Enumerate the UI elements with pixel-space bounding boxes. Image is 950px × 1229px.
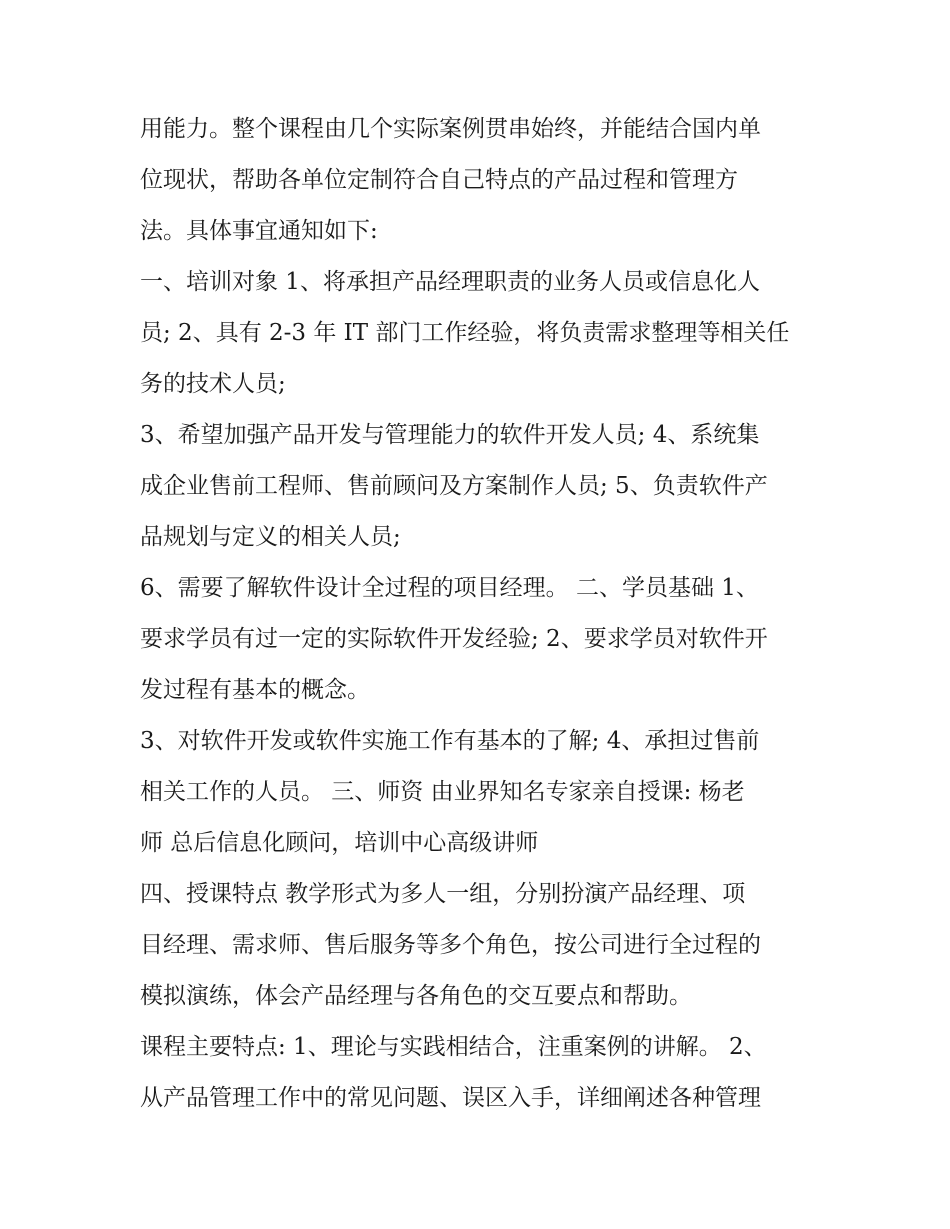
text-line-7: 3、希望加强产品开发与管理能力的软件开发人员; 4、系统集	[140, 422, 760, 448]
text-line-10: 6、需要了解软件设计全过程的项目经理。 二、学员基础 1、	[140, 575, 759, 601]
text-line-19: 课程主要特点: 1、理论与实践相结合，注重案例的讲解。 2、	[140, 1034, 767, 1060]
text-line-20: 从产品管理工作中的常见问题、误区入手，详细阐述各种管理	[140, 1085, 761, 1111]
text-line-13: 3、对软件开发或软件实施工作有基本的了解; 4、承担过售前	[140, 728, 760, 754]
text-line-5: 员; 2、具有 2-3 年 IT 部门工作经验，将负责需求整理等相关任	[140, 320, 790, 346]
text-line-8: 成企业售前工程师、售前顾问及方案制作人员; 5、负责软件产	[140, 473, 768, 499]
text-line-1: 用能力。整个课程由几个实际案例贯串始终，并能结合国内单	[140, 116, 761, 142]
text-line-12: 发过程有基本的概念。	[140, 677, 370, 703]
text-line-6: 务的技术人员;	[140, 371, 286, 397]
text-line-9: 品规划与定义的相关人员;	[140, 524, 401, 550]
text-line-16: 四、授课特点 教学形式为多人一组，分别扮演产品经理、项	[140, 881, 746, 907]
text-line-18: 模拟演练，体会产品经理与各角色的交互要点和帮助。	[140, 983, 692, 1009]
text-line-2: 位现状，帮助各单位定制符合自己特点的产品过程和管理方	[140, 167, 738, 193]
document-body	[140, 104, 812, 1124]
text-line-11: 要求学员有过一定的实际软件开发经验; 2、要求学员对软件开	[140, 626, 768, 652]
text-line-17: 目经理、需求师、售后服务等多个角色，按公司进行全过程的	[140, 932, 761, 958]
text-line-3: 法。具体事宜通知如下:	[140, 218, 378, 244]
text-line-15: 师 总后信息化顾问，培训中心高级讲师	[140, 830, 539, 856]
text-line-14: 相关工作的人员。 三、师资 由业界知名专家亲自授课: 杨老	[140, 779, 745, 805]
text-line-4: 一、培训对象 1、将承担产品经理职责的业务人员或信息化人	[140, 269, 760, 295]
